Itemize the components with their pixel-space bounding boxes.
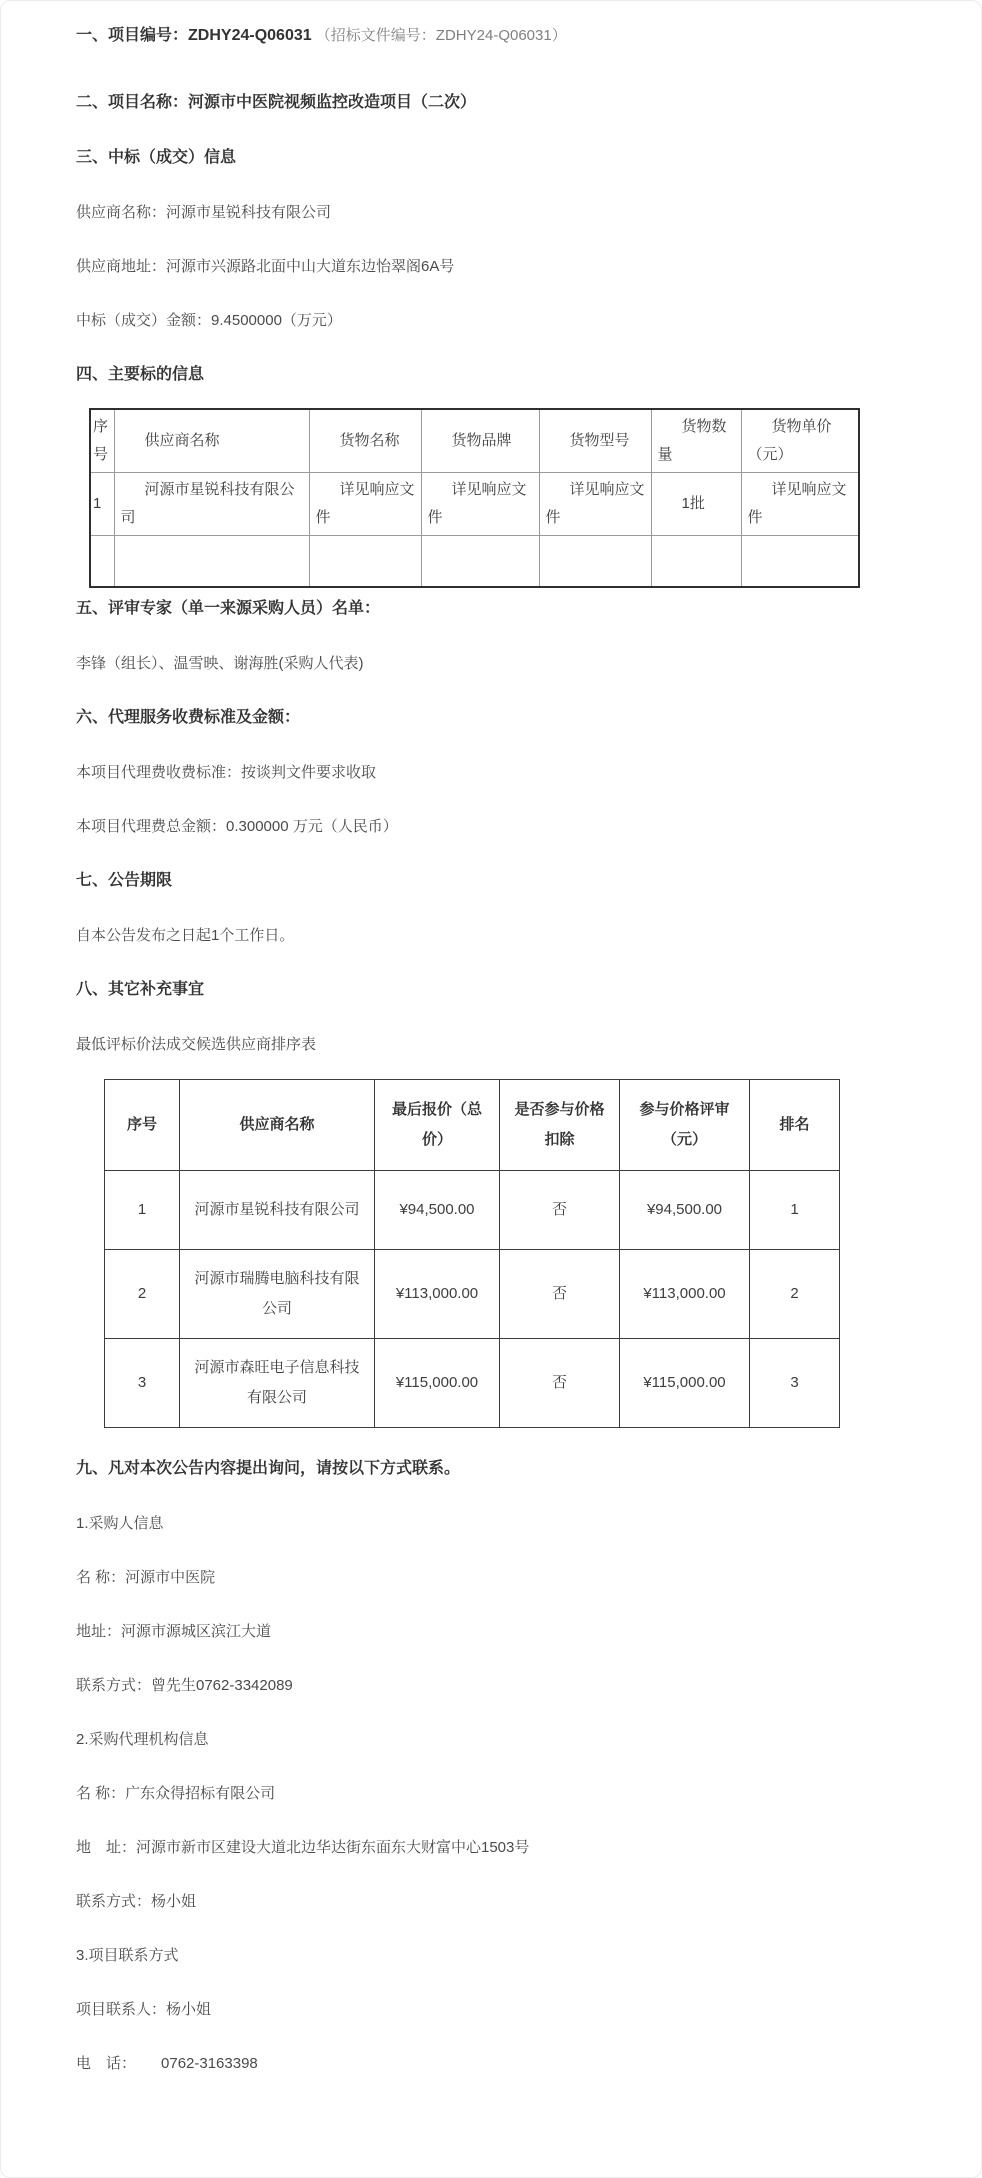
table-header-cell: 序号 <box>105 1080 180 1171</box>
announcement-period-heading: 七、公告期限 <box>76 872 173 889</box>
table-cell <box>421 536 539 588</box>
table-header-cell: 是否参与价格扣除 <box>500 1080 620 1171</box>
table-cell <box>90 536 114 588</box>
table-cell: 详见响应文件 <box>309 473 421 536</box>
ranking-note-line: 最低评标价法成交候选供应商排序表 <box>76 1036 317 1053</box>
purchaser-name-line: 名 称：河源市中医院 <box>76 1569 216 1586</box>
agency-contact-line: 联系方式：杨小姐 <box>76 1893 197 1910</box>
table-cell: 否 <box>500 1339 620 1428</box>
table-row <box>105 1339 840 1428</box>
agency-address-line: 地 址：河源市新市区建设大道北边华达街东面东大财富中心1503号 <box>76 1839 530 1856</box>
project-phone-line: 电 话： 0762-3163398 <box>76 2055 258 2072</box>
table-cell: 河源市森旺电子信息科技有限公司 <box>180 1339 375 1428</box>
agency-info-title: 2.采购代理机构信息 <box>76 1731 209 1748</box>
table-cell: 3 <box>105 1339 180 1428</box>
table-cell <box>114 536 309 588</box>
table-cell: 1批 <box>651 473 741 536</box>
table-header-cell: 货物名称 <box>309 409 421 473</box>
project-number-label: 一、项目编号： <box>76 27 189 44</box>
table-cell: ¥113,000.00 <box>375 1250 500 1339</box>
agency-fee-heading: 六、代理服务收费标准及金额： <box>76 709 301 726</box>
table-header-cell: 货物数量 <box>651 409 741 473</box>
project-number-value: ZDHY24-Q06031 <box>188 27 312 44</box>
agency-name-line: 名 称：广东众得招标有限公司 <box>76 1785 276 1802</box>
table-cell: 详见响应文件 <box>741 473 859 536</box>
table-header-cell: 货物型号 <box>539 409 651 473</box>
purchaser-contact-line: 联系方式：曾先生0762-3342089 <box>76 1677 293 1694</box>
table-cell: 3 <box>750 1339 840 1428</box>
table-cell: 1 <box>750 1171 840 1250</box>
project-number-heading <box>76 25 906 47</box>
table-row <box>90 473 859 536</box>
table-header-cell: 最后报价（总价） <box>375 1080 500 1171</box>
table-cell: 2 <box>105 1250 180 1339</box>
table-header-cell: 参与价格评审（元） <box>620 1080 750 1171</box>
experts-names-line: 李锋（组长）、温雪映、谢海胜(采购人代表) <box>76 655 364 672</box>
table-cell <box>539 536 651 588</box>
supplier-address-line: 供应商地址：河源市兴源路北面中山大道东边怡翠阁6A号 <box>76 258 455 275</box>
table-cell: 否 <box>500 1171 620 1250</box>
table-header-row <box>90 409 859 473</box>
other-matters-heading: 八、其它补充事宜 <box>76 981 205 998</box>
award-amount-line: 中标（成交）金额：9.4500000（万元） <box>76 312 342 329</box>
table-header-cell: 供应商名称 <box>180 1080 375 1171</box>
table-header-cell: 货物品牌 <box>421 409 539 473</box>
table-cell: 1 <box>90 473 114 536</box>
table-cell <box>741 536 859 588</box>
table-header-cell: 货物单价（元） <box>741 409 859 473</box>
table-cell: 河源市星锐科技有限公司 <box>114 473 309 536</box>
table-cell: ¥94,500.00 <box>620 1171 750 1250</box>
table-cell: ¥115,000.00 <box>375 1339 500 1428</box>
purchaser-address-line: 地址：河源市源城区滨江大道 <box>76 1623 272 1640</box>
table-cell: ¥113,000.00 <box>620 1250 750 1339</box>
contact-section-heading: 九、凡对本次公告内容提出询问，请按以下方式联系。 <box>76 1460 461 1477</box>
table-cell: 2 <box>750 1250 840 1339</box>
table-cell: 详见响应文件 <box>421 473 539 536</box>
table-cell: ¥94,500.00 <box>375 1171 500 1250</box>
experts-heading: 五、评审专家（单一来源采购人员）名单： <box>76 600 381 617</box>
table-header-cell: 供应商名称 <box>114 409 309 473</box>
main-items-heading: 四、主要标的信息 <box>76 366 205 383</box>
table-header-cell: 序号 <box>90 409 114 473</box>
table-cell: 河源市瑞腾电脑科技有限公司 <box>180 1250 375 1339</box>
project-contact-title: 3.项目联系方式 <box>76 1947 179 1964</box>
purchaser-info-title: 1.采购人信息 <box>76 1515 164 1532</box>
table-row <box>105 1250 840 1339</box>
table-cell: ¥115,000.00 <box>620 1339 750 1428</box>
fee-total-line: 本项目代理费总金额：0.300000 万元（人民币） <box>76 818 398 835</box>
award-info-heading: 三、中标（成交）信息 <box>76 149 237 166</box>
table-row-empty <box>90 536 859 588</box>
table-cell <box>309 536 421 588</box>
announcement-period-line: 自本公告发布之日起1个工作日。 <box>76 927 295 944</box>
ranking-table <box>104 1079 840 1428</box>
table-cell: 河源市星锐科技有限公司 <box>180 1171 375 1250</box>
fee-standard-line: 本项目代理费收费标准：按谈判文件要求收取 <box>76 764 377 781</box>
table-header-row <box>105 1080 840 1171</box>
table-cell: 否 <box>500 1250 620 1339</box>
project-contact-person-line: 项目联系人：杨小姐 <box>76 2001 212 2018</box>
project-name-heading: 二、项目名称：河源市中医院视频监控改造项目（二次） <box>76 94 477 111</box>
table-row <box>105 1171 840 1250</box>
table-cell <box>651 536 741 588</box>
main-items-table <box>89 408 860 588</box>
tender-file-number: （招标文件编号：ZDHY24-Q06031） <box>311 27 567 44</box>
table-header-cell: 排名 <box>750 1080 840 1171</box>
table-cell: 详见响应文件 <box>539 473 651 536</box>
supplier-name-line: 供应商名称：河源市星锐科技有限公司 <box>76 204 332 221</box>
table-cell: 1 <box>105 1171 180 1250</box>
